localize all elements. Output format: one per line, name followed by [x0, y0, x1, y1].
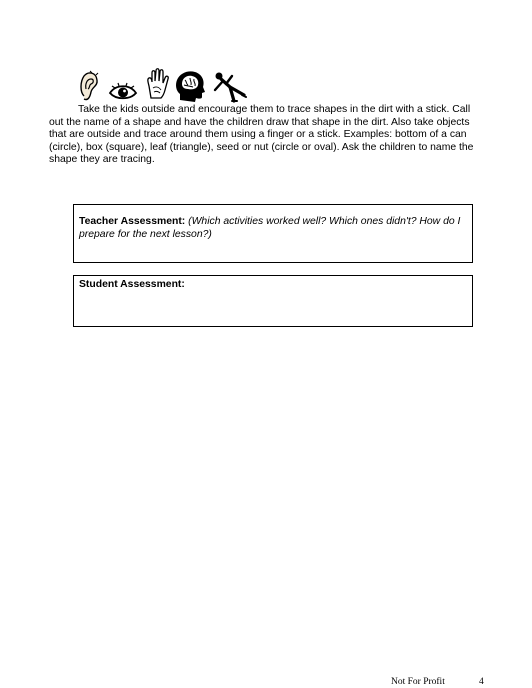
teacher-assessment-box[interactable] — [73, 204, 473, 263]
student-assessment-title: Student Assessment: — [79, 279, 185, 290]
teacher-assessment-title: Teacher Assessment: — [79, 216, 186, 227]
student-assessment-box[interactable] — [73, 275, 473, 327]
person-stretching-icon — [212, 70, 248, 104]
eye-icon — [108, 80, 138, 104]
page-number: 4 — [479, 677, 484, 687]
ear-icon — [78, 70, 100, 104]
activity-paragraph: Take the kids outside and encourage them to trace shapes in the dirt with a stick. Call out the name of a shape and have the children draw that shape in the dirt. Also take objects that are outside and trace around them using a finger or a stick. Examples: bottom of a can (circle), box (square), leaf (triangle), seed or nut (circle or oval). Ask the children to name the shape they are tracing. — [49, 104, 474, 166]
learning-styles-icon-row — [78, 70, 248, 106]
footer-label: Not For Profit — [391, 677, 445, 687]
head-brain-icon — [174, 70, 206, 104]
hand-icon — [144, 68, 170, 100]
teacher-assessment-note: (Which activities worked well? Which ones didn't? How do I prepare for the next lesson?) — [79, 216, 461, 240]
